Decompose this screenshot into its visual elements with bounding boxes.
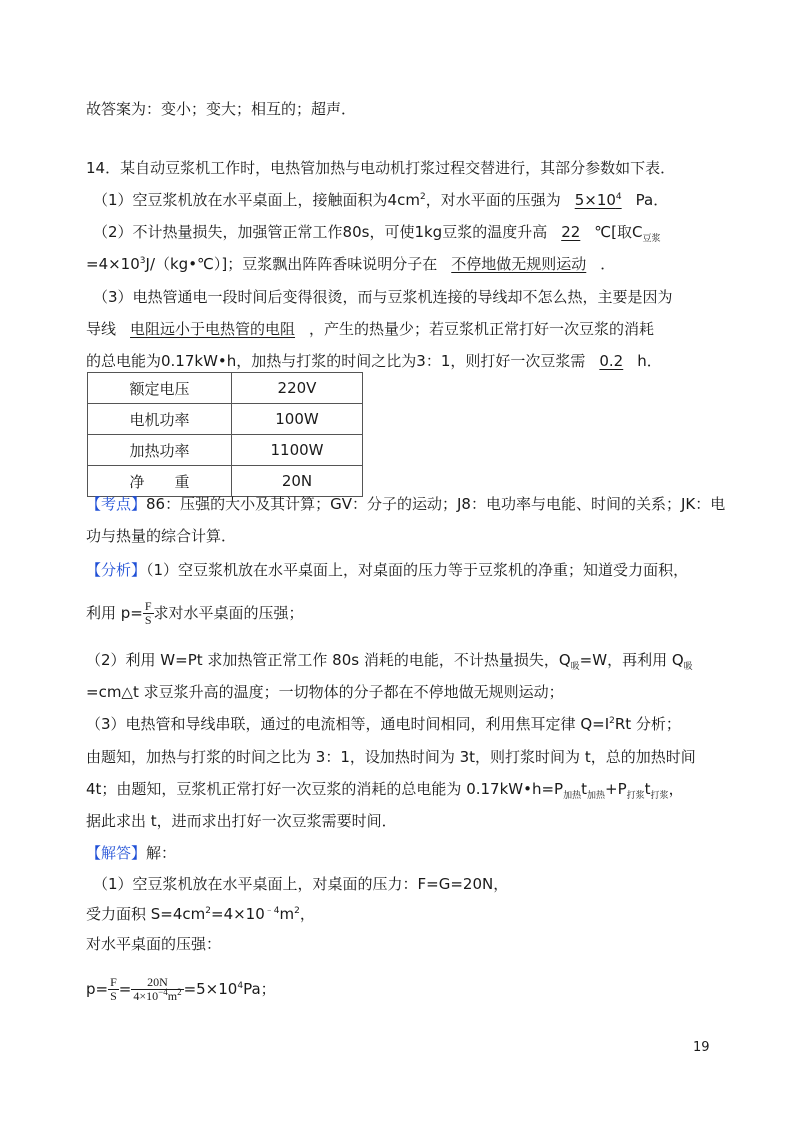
fenxi-line-7: 4t；由题知，豆浆机正常打好一次豆浆的消耗的总电能为 $0.17kW•h=P_{加热}t_{加热}+P_{打浆}t_{打浆}$， [86, 780, 684, 801]
question-3-cont: 导线 电阻远小于电热管的电阻 ，产生的热量少；若豆浆机正常打好一次豆浆的消耗 [86, 320, 655, 338]
table-value: 100W [232, 404, 363, 435]
answer-blank-4: 电阻远小于电热管的电阻 [130, 320, 296, 338]
kaodian-tag: 【考点】 [86, 495, 147, 513]
jieda-tag: 【解答】 [86, 844, 147, 862]
answer-blank-3: 不停地做无规则运动 [451, 255, 587, 273]
previous-answer: 故答案为：变小；变大；相互的；超声． [86, 100, 357, 118]
table-key: 额定电压 [88, 373, 232, 404]
page-number: 19 [693, 1040, 710, 1055]
table-value: 220V [232, 373, 363, 404]
table-row [88, 373, 363, 404]
jieda-line-4: p= $\frac{F}{S}$ = $\frac{20N}{4\times 10^{-4}m^2}$ $=5\times 10^4Pa$； [86, 975, 276, 1003]
table-value: 1100W [232, 435, 363, 466]
fraction-20n-over-area: $\frac{20N}{4\times 10^{-4}m^2}$ [133, 975, 182, 1003]
table-value: 20N [232, 466, 363, 497]
fenxi-line-1: 【分析】（1）空豆浆机放在水平桌面上，对桌面的压力等于豆浆机的净重；知道受力面积， [86, 561, 689, 579]
table-row [88, 404, 363, 435]
fenxi-line-4: =cm△t 求豆浆升高的温度；一切物体的分子都在不停地做无规则运动； [86, 683, 564, 701]
parameter-table [87, 372, 363, 497]
table-row [88, 435, 363, 466]
jieda-line-1: （1）空豆浆机放在水平桌面上，对桌面的压力：F=G=20N， [93, 875, 509, 893]
jieda-line-0: 【解答】解： [86, 844, 177, 862]
answer-blank-5: 0.2 [599, 352, 624, 370]
fenxi-line-6: 由题知，加热与打浆的时间之比为 3：1，设加热时间为 3t，则打浆时间为 t，总的加热时间 [86, 748, 696, 766]
fenxi-line-8: 据此求出 t，进而求出打好一次豆浆需要时间． [86, 812, 397, 830]
table-key: 加热功率 [88, 435, 232, 466]
table-key: 净 重 [88, 466, 232, 497]
fraction-f-over-s-2: $\frac{F}{S}$ [110, 975, 117, 1003]
answer-blank-2: 22 [561, 223, 581, 241]
question-2: （2）不计热量损失，加强管正常工作80s，可使1kg豆浆的温度升高 22 ℃[取$C_{豆浆}$ [93, 223, 661, 244]
fraction-f-over-s: $\frac{F}{S}$ [144, 599, 152, 627]
question-3: （3）电热管通电一段时间后变得很烫，而与豆浆机连接的导线却不怎么热，主要是因为 [93, 288, 673, 306]
fenxi-line-2: 利用 p= $\frac{F}{S}$ 求对水平桌面的压强； [86, 599, 304, 627]
problem-intro: 14．某自动豆浆机工作时，电热管加热与电动机打浆过程交替进行，其部分参数如下表． [86, 159, 676, 177]
table-key: 电机功率 [88, 404, 232, 435]
fenxi-line-5: （3）电热管和导线串联，通过的电流相等，通电时间相同，利用焦耳定律 $Q=I^2Rt$ 分析； [86, 715, 681, 733]
jieda-line-2: 受力面积 $S=4cm^2=4\times 10^{﹣4}m^2$， [86, 905, 315, 923]
answer-blank-1: $5\times 10^4$ [574, 191, 622, 209]
fenxi-line-3: （2）利用 W=Pt 求加热管正常工作 80s 消耗的电能，不计热量损失，$Q_吸=W$，再利用 $Q_吸$ [86, 651, 693, 672]
question-1: （1）空豆浆机放在水平桌面上，接触面积为$4cm^2$，对水平面的压强为 $5\times 10^4$ Pa． [93, 191, 669, 209]
table-row [88, 466, 363, 497]
jieda-line-3: 对水平桌面的压强： [86, 935, 222, 953]
question-2-cont: $=4\times 10^3J/(kg•℃)$]；豆浆飘出阵阵香味说明分子在 不停地做无规则运动 ． [86, 255, 616, 273]
kaodian-line-2: 功与热量的综合计算． [86, 527, 237, 545]
fenxi-tag: 【分析】 [86, 561, 147, 579]
kaodian-line-1: 【考点】86：压强的大小及其计算；GV：分子的运动；J8：电功率与电能、时间的关系；JK：电 [86, 495, 726, 513]
question-3-cont2: 的总电能为0.17kW•h，加热与打浆的时间之比为3：1，则打好一次豆浆需 0.2 h． [86, 352, 662, 370]
